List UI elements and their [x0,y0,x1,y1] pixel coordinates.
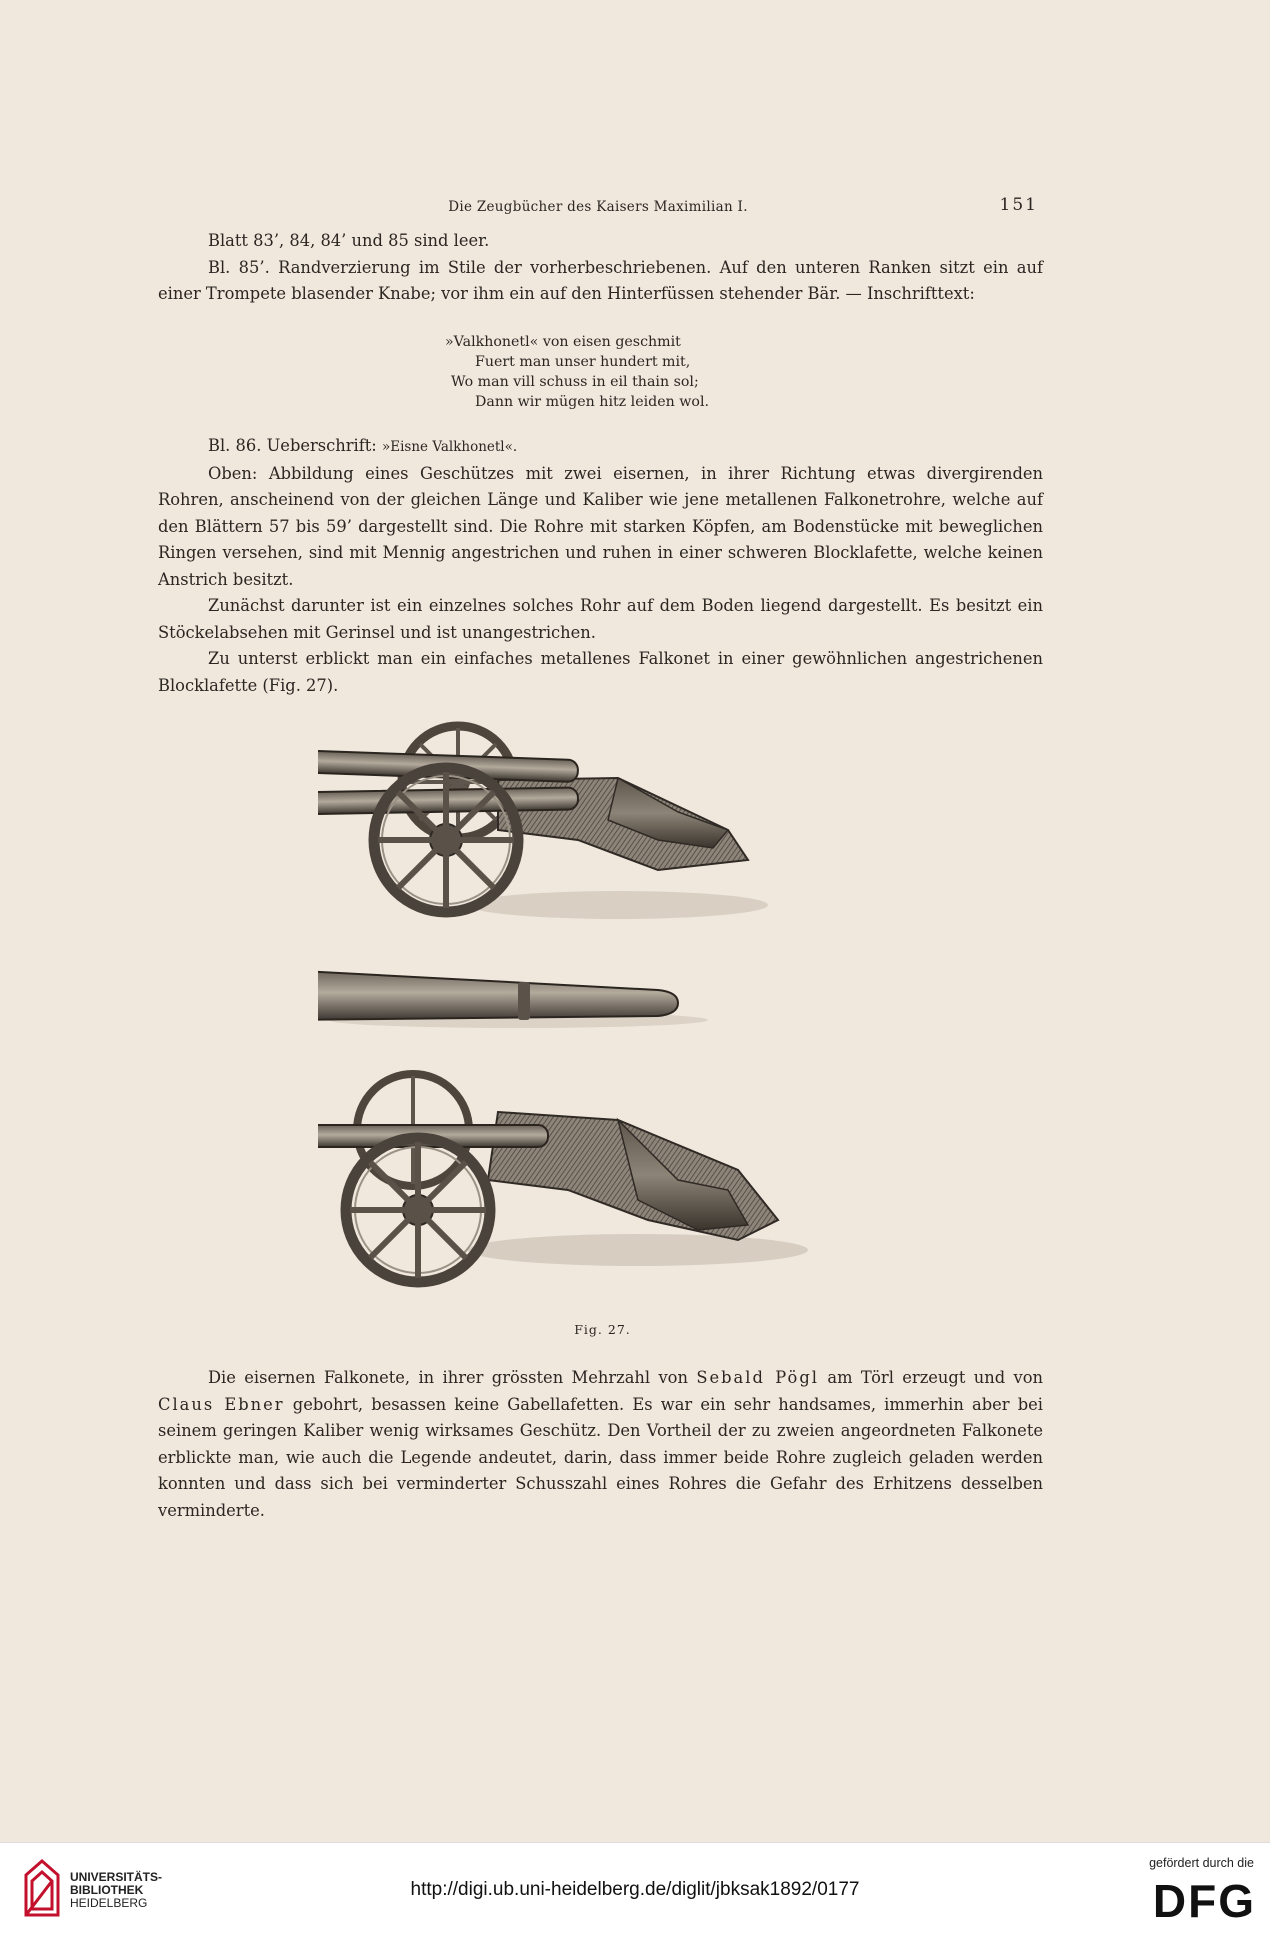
closing-text-part: Die eisernen Falkonete, in ihrer grössten Mehrzahl von [208,1368,688,1387]
page-number: 151 [999,195,1038,215]
bl86-label: Bl. 86. Ueberschrift: [208,436,377,455]
viewer-footer [0,1842,1270,1936]
paragraph-zunaechst: Zunächst darunter ist ein einzelnes solches Rohr auf dem Boden liegend dargestellt. Es besitzt ein Stöckelabsehen mit Gerinsel und ist unangestrichen. [158,596,1043,642]
permalink-url[interactable]: http://digi.ub.uni-heidelberg.de/diglit/jbksak1892/0177 [410,1879,860,1900]
dfg-logo[interactable]: DFG [1152,1875,1256,1927]
intro-line: Blatt 83’, 84, 84’ und 85 sind leer. [208,231,490,250]
library-name-line: BIBLIOTHEK [70,1883,144,1897]
running-head-title: Die Zeugbücher des Kaisers Maximilian I. [448,199,748,215]
verse-line: Fuert man unser hundert mit, [475,354,691,370]
front-wheel [374,768,518,912]
front-wheel [346,1138,490,1282]
bl86-title: »Eisne Valkhonetl«. [381,439,518,455]
single-barrel-on-ground [318,970,708,1028]
closing-text-part: am Törl erzeugt und von [827,1368,1043,1387]
double-barrel-cannon [318,726,768,919]
name-sebald-poegl: Sebald Pögl [696,1368,819,1387]
intro-paragraph: Bl. 85’. Randverzierung im Stile der vorherbeschriebenen. Auf den unteren Ranken sitzt ein auf einer Trompete blasender Knabe; vor ihm ein auf den Hinterfüssen stehender Bär. — Inschrifttext: [158,257,1043,303]
inscription-verse [445,332,805,412]
figure-caption: Fig. 27. [574,1322,631,1337]
single-falconet [318,1074,808,1282]
name-claus-ebner: Claus Ebner [158,1394,285,1414]
closing-text-part: gebohrt, besassen keine Gabellafetten. Es war ein sehr handsames, immerhin aber bei seinem geringen Kaliber wenig wirksames Geschütz. Den Vortheil der zu zweien angeordneten Falkonete erblickte man, wie auch die Legende andeutet, darin, dass immer beide Rohre zugleich geladen werden konnten und dass sich bei verminderter Schusszahl eines Rohres die Gefahr des Erhitzens desselben verminderte. [158,1394,1043,1520]
cannon-illustration [318,720,878,1305]
verse-line: Dann wir mügen hitz leiden wol. [475,394,709,410]
running-head [158,195,1038,219]
closing-text [158,1365,1043,1524]
verse-line: »Valkhonetl« von eisen geschmit [445,334,681,350]
library-name-line: HEIDELBERG [70,1896,148,1910]
bl86-heading [158,433,1043,461]
library-name-line: UNIVERSITÄTS- [70,1870,163,1884]
funded-by-label: gefördert durch die [1149,1856,1254,1870]
paragraph-zu-unterst: Zu unterst erblickt man ein einfaches metallenes Falkonet in einer gewöhnlichen angestrichenen Blocklafette (Fig. 27). [158,649,1043,695]
closing-paragraph [158,1365,1043,1524]
intro-text [158,228,1043,308]
verse-line: Wo man vill schuss in eil thain sol; [451,374,699,390]
description-text [158,433,1043,699]
paragraph-oben: Oben: Abbildung eines Geschützes mit zwei eisernen, in ihrer Richtung etwas divergirenden Rohren, anscheinend von der gleichen Länge und Kaliber wie jene metallenen Falkonetrohre, welche auf den Blättern 57 bis 59’ dargestellt sind. Die Rohre mit starken Köpfen, am Bodenstücke mit beweglichen Ringen versehen, sind mit Mennig angestrichen und ruhen in einer schweren Blocklafette, welche keinen Anstrich besitzt. [158,463,1043,589]
